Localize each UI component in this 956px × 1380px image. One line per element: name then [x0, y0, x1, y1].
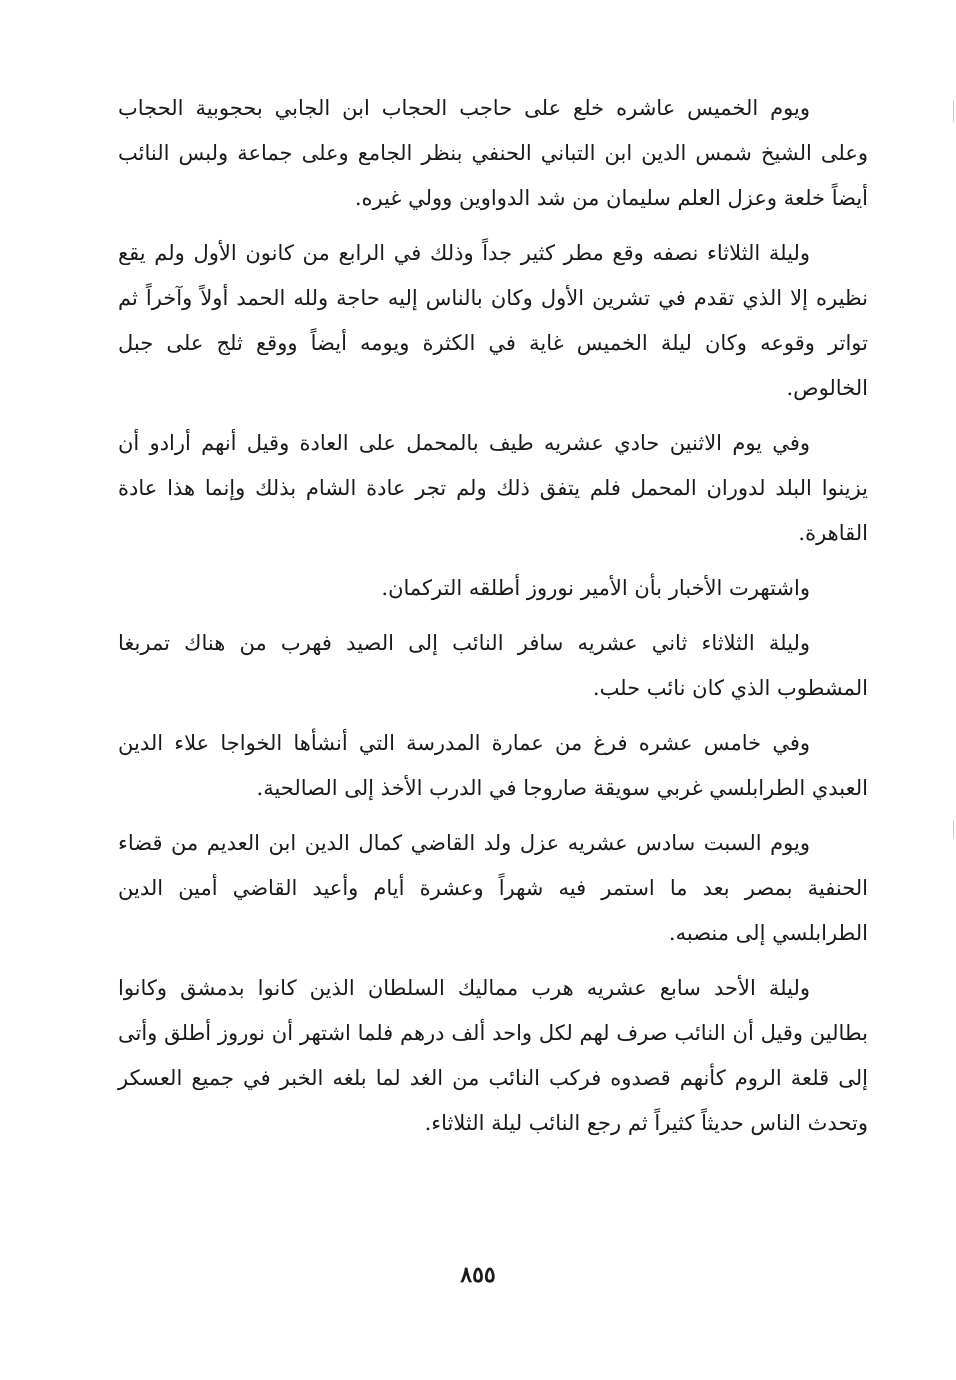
- scan-edge-mark: [953, 100, 954, 122]
- paragraph: واشتهرت الأخبار بأن الأمير نوروز أطلقه التركمان.: [381, 576, 810, 600]
- scan-edge-mark: [953, 820, 954, 838]
- paragraph: وليلة الثلاثاء ثاني عشريه سافر النائب إلى الصيد فهرب من هناك تمربغا المشطوب الذي كان نائب حلب.: [118, 631, 868, 700]
- paragraph: ويوم الخميس عاشره خلع على حاجب الحجاب ابن الجابي بحجوبية الحجاب وعلى الشيخ شمس الدين ابن التباني الحنفي بنظر الجامع وعلى جماعة ولبس النائب أيضاً خلعة وعزل العلم سليمان من شد الدواوين وولي غيره.: [118, 96, 868, 210]
- paragraph: وفي يوم الاثنين حادي عشريه طيف بالمحمل على العادة وقيل أنهم أرادو أن يزينوا البلد لدوران المحمل فلم يتفق ذلك ولم تجر عادة الشام بذلك وإنما هذا عادة القاهرة.: [118, 431, 868, 545]
- body-text: [118, 86, 868, 1156]
- paragraph: وليلة الثلاثاء نصفه وقع مطر كثير جداً وذلك في الرابع من كانون الأول ولم يقع نظيره إلا الذي تقدم في تشرين الأول وكان بالناس إليه حاجة ولله الحمد أولاً وآخراً ثم تواتر وقوعه وكان ليلة الخميس غاية في الكثرة ويومه أيضاً ووقع ثلج على جبل الخالوص.: [118, 241, 868, 400]
- paragraph: وفي خامس عشره فرغ من عمارة المدرسة التي أنشأها الخواجا علاء الدين العبدي الطرابلسي غربي سويقة صاروجا في الدرب الأخذ إلى الصالحية.: [118, 731, 868, 800]
- paragraph: وليلة الأحد سابع عشريه هرب مماليك السلطان الذين كانوا بدمشق وكانوا بطالين وقيل أن النائب صرف لهم لكل واحد ألف درهم فلما اشتهر أن نوروز أطلق وأتى إلى قلعة الروم كأنهم قصدوه فركب النائب من الغد لما بلغه الخبر في جميع العسكر وتحدث الناس حديثاً كثيراً ثم رجع النائب ليلة الثلاثاء.: [118, 976, 868, 1135]
- page-number: ٨٥٥: [460, 1262, 496, 1288]
- paragraph: ويوم السبت سادس عشريه عزل ولد القاضي كمال الدين ابن العديم من قضاء الحنفية بمصر بعد ما استمر فيه شهراً وعشرة أيام وأعيد القاضي أمين الدين الطرابلسي إلى منصبه.: [118, 831, 868, 945]
